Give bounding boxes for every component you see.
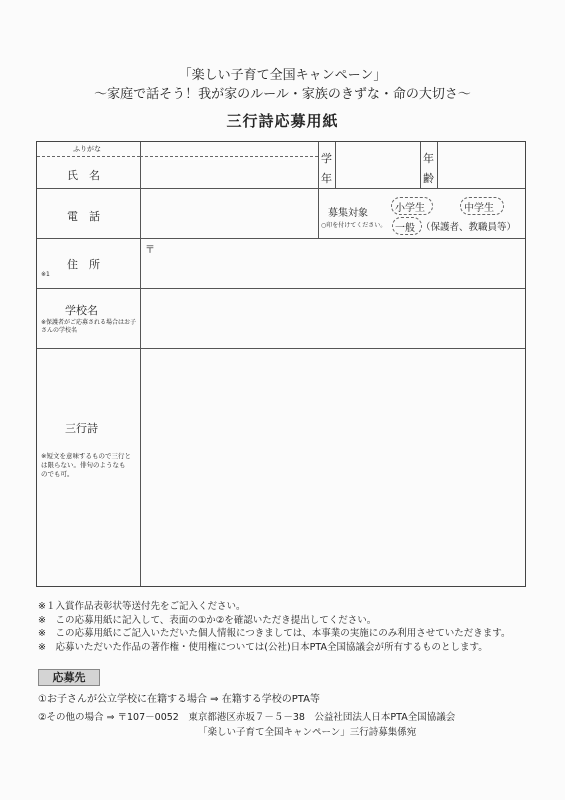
school-label: 学校名 [65,304,98,317]
note-2: ※ この応募用紙に記入して、表面の①か②を確認いただき提出してください。 [38,614,377,626]
grade-divider [335,142,336,188]
destination-line-3: 「楽しい子育て全国キャンペーン」三行詩募集係宛 [198,727,417,738]
destination-line-1: ①お子さんが公立学校に在籍する場合 ⇒ 在籍する学校のPTA等 [38,694,320,705]
general-option[interactable]: 一般 [395,223,415,234]
elementary-option[interactable]: 小学生 [395,203,425,214]
name-label: 氏 名 [67,169,100,182]
school-note: ※保護者がご応募される場合はお子さんの学校名 [41,319,137,334]
grade-char-1: 学 [321,152,332,165]
general-note: （保護者、教職員等） [421,222,517,233]
address-field[interactable] [141,239,524,287]
note-3: ※ この応募用紙にご記入いただいた個人情報につきましては、本事業の実施にのみ利用させていただきます。 [38,628,511,639]
destination-title: 応募先 [38,669,100,686]
poem-field[interactable] [141,349,524,585]
note-4: ※ 応募いただいた作品の著作権・使用権については(公社)日本PTA全国協議会が所有するものとします。 [38,641,488,653]
category-label: 募集対象 [328,208,368,219]
category-divider [318,188,319,238]
postal-mark: 〒 [145,245,155,256]
furigana-label: ふりがな [73,145,101,153]
campaign-title: 「楽しい子育て全国キャンペーン」 [178,68,387,83]
school-field[interactable] [141,289,524,347]
furigana-divider [37,156,140,157]
form-title: 三行詩応募用紙 [226,112,339,130]
poem-note: ※短文を意味するもので三行とは限らない。俳句のようなものでも可。 [41,452,131,478]
category-note: ○印を付けてください。 [321,222,387,229]
poem-label: 三行詩 [65,422,98,435]
grade-divider [318,142,319,188]
notes [38,600,511,654]
age-divider [420,142,421,188]
age-char-1: 年 [423,152,434,165]
note-1: ※１入賞作品表彰状等送付先をご記入ください。 [38,601,246,612]
age-char-2: 齢 [423,172,434,185]
junior-high-option[interactable]: 中学生 [464,203,494,214]
name-field[interactable] [141,157,317,187]
address-note: ※1 [41,271,50,278]
phone-field[interactable] [141,189,317,237]
address-label: 住 所 [67,258,100,271]
campaign-theme: ～家庭で話そう！我が家のルール・家族のきずな・命の大切さ～ [94,87,471,102]
age-divider [437,142,438,188]
grade-char-2: 年 [321,172,332,185]
application-form [36,141,526,587]
phone-label: 電 話 [67,210,100,223]
destination-line-2: ②その他の場合 ⇒ 〒107－0052 東京都港区赤坂７－５－38 公益社団法人日本PTA全国協議会 [38,712,456,723]
